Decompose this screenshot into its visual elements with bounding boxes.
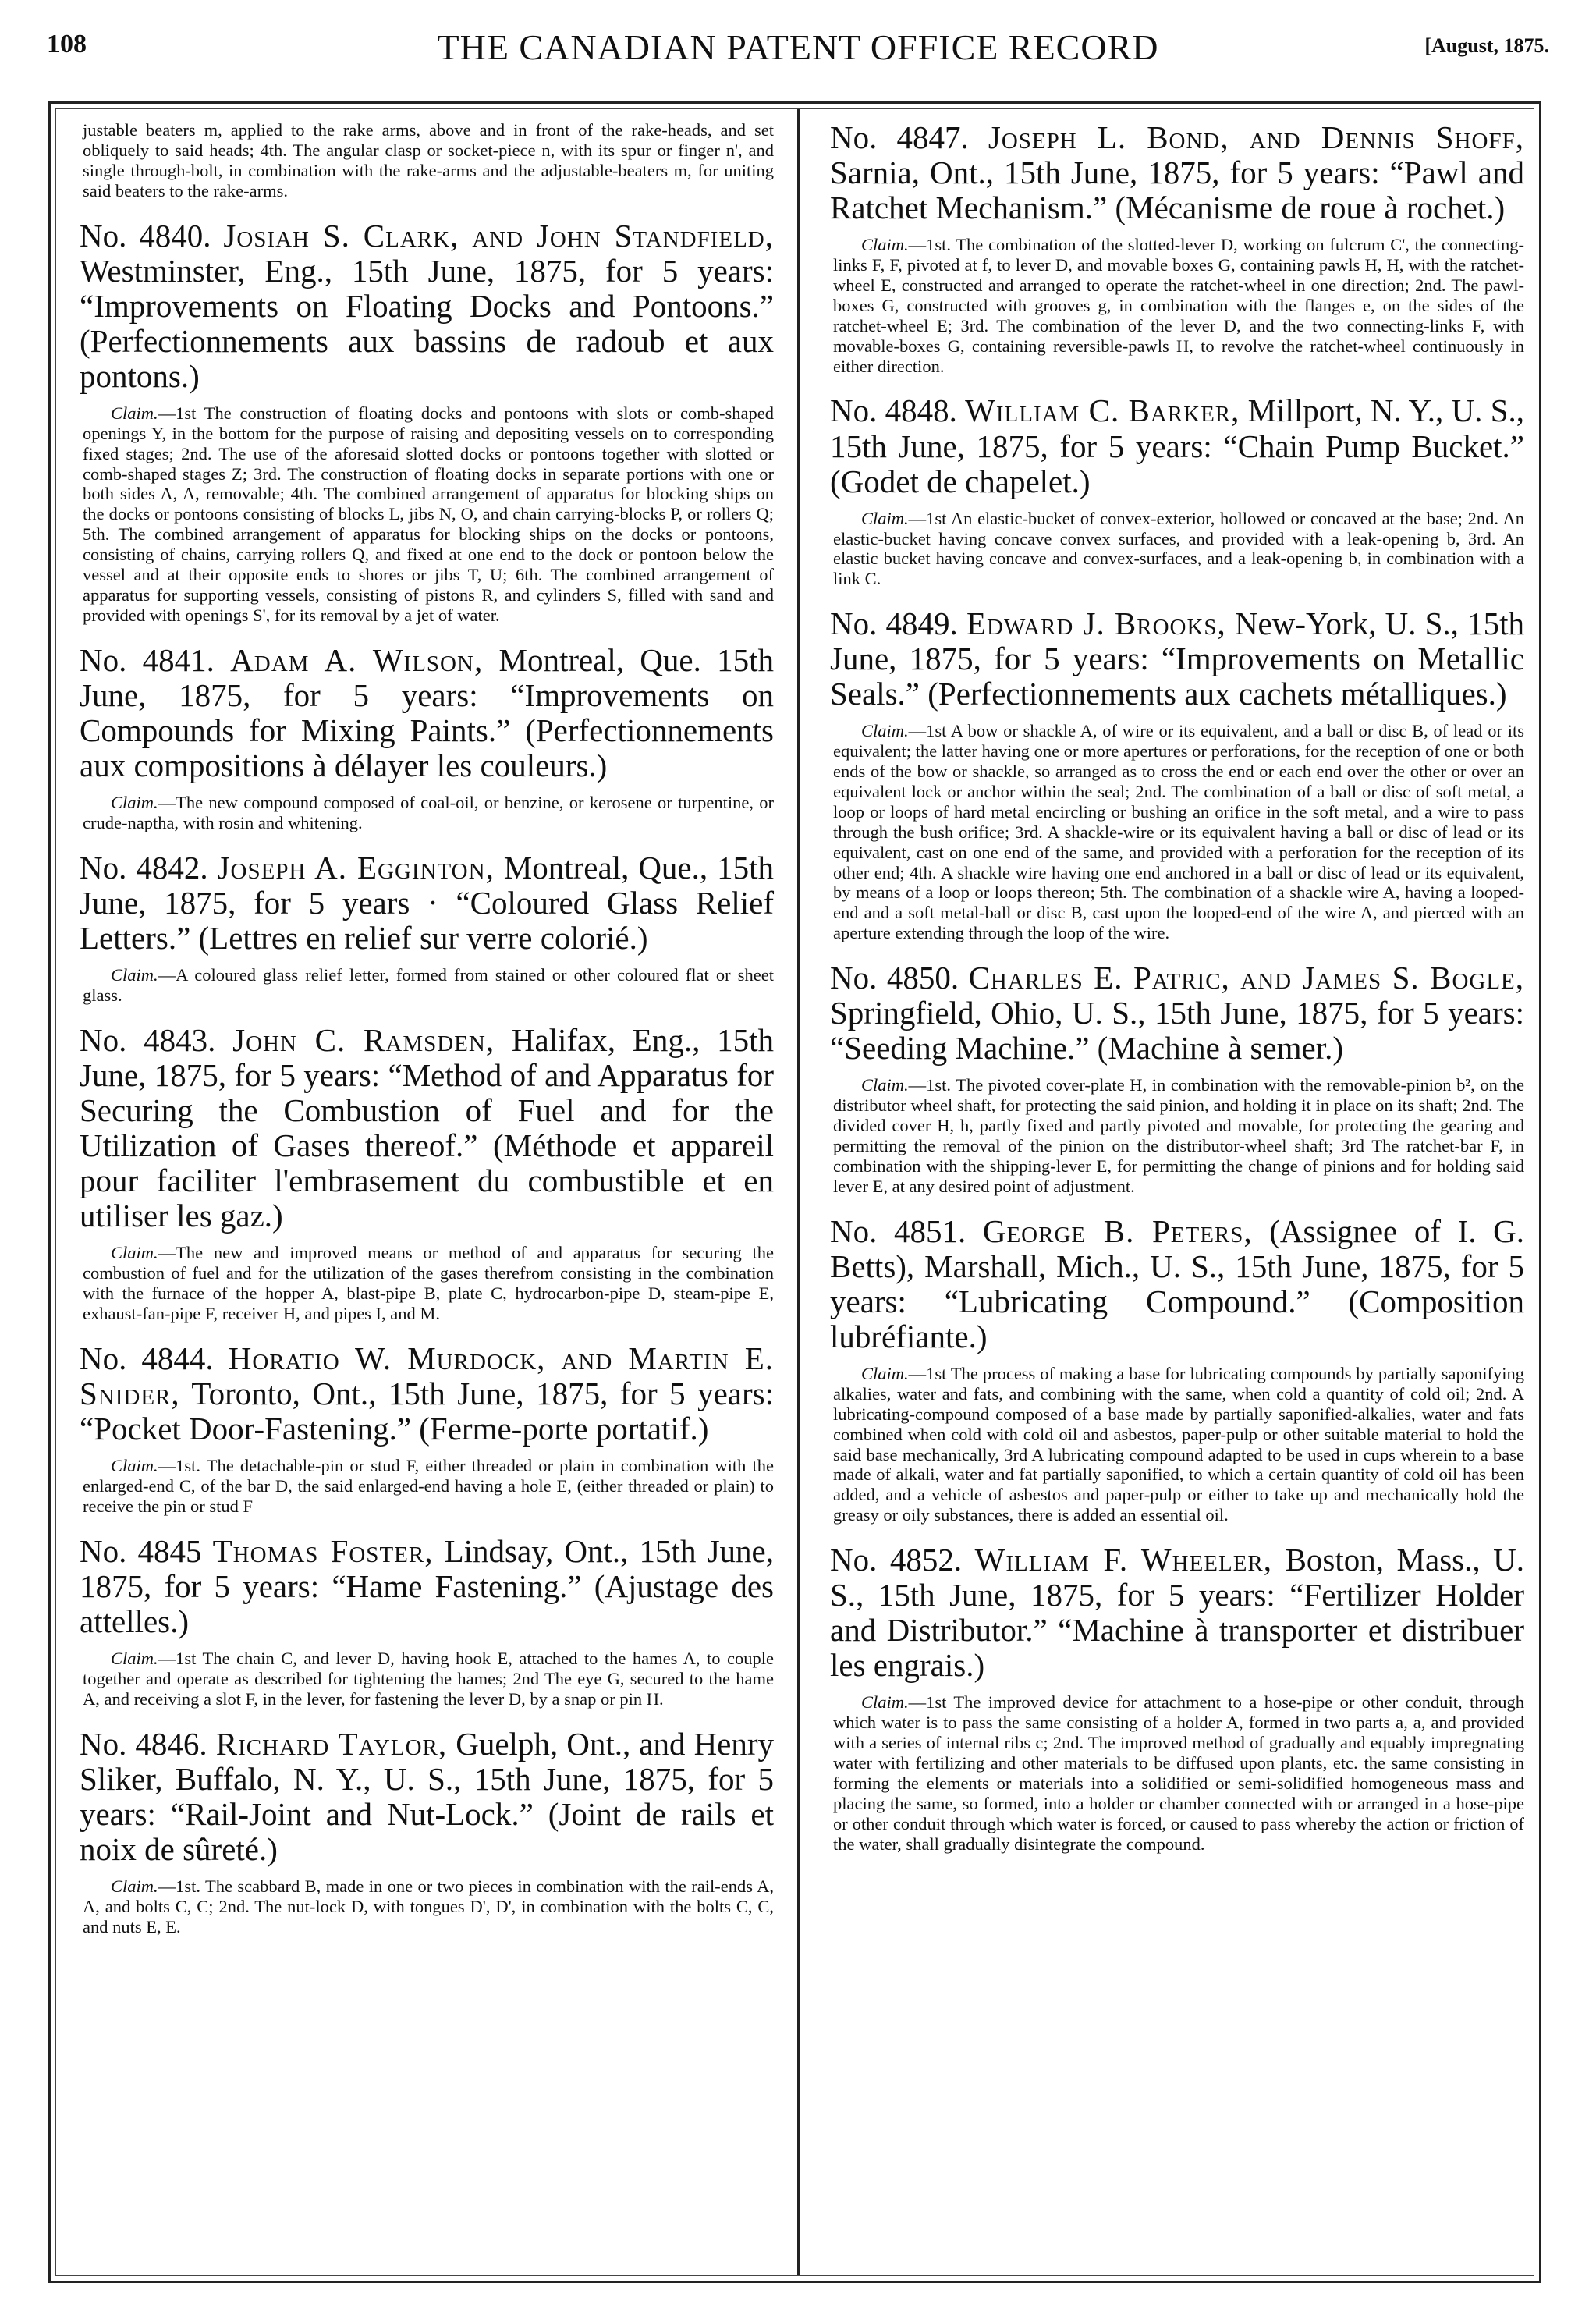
patent-details: Sarnia, Ont., 15th June, 1875, for 5 years: “Pawl and Ratchet Mechanism.” (Mécanisme de roue à rochet.) [830, 154, 1524, 226]
patent-details: Montreal, Que., 15th June, 1875, for 5 years · “Coloured Glass Relief Letters.” (Lettres en relief sur verre colorié.) [80, 849, 774, 956]
claim-text: —A coloured glass relief letter, formed from stained or other coloured flat or sheet glass. [83, 965, 774, 1005]
patent-claim [80, 1649, 774, 1709]
patent-inventor: Joseph A. Egginton, [217, 849, 495, 886]
patent-heading [830, 960, 1524, 1066]
patent-number: No. 4849. [830, 605, 958, 642]
patent-heading [80, 1534, 774, 1639]
patent-details: Millport, N. Y., U. S., 15th June, 1875, for 5 years: “Chain Pump Bucket.” (Godet de chapelet.) [830, 392, 1525, 499]
patent-inventor: Charles E. Patric, and James S. Bogle, [968, 960, 1525, 996]
patent-details: Guelph, Ont., and Henry Sliker, Buffalo, N. Y., U. S., 15th June, 1875, for 5 years: “Rail-Joint and Nut-Lock.” (Joint de rails et noix de sûreté.) [80, 1725, 775, 1867]
patent-claim [830, 721, 1524, 943]
patent-claim [80, 1876, 774, 1937]
claim-text: —1st The process of making a base for lubricating compounds by partially saponifying alkalies, water and fats, and combining with the same, when cold a quantity of cold oil; 2nd. A lubricating-compound composed of a base made by partially saponified-alkalies, water and fats combined when cold with cold oil and asbestos, paper-pulp or other suitable material to hold the said base mechanically, 3rd A lubricating compound adapted to be used in cups wherein to a base made of alkali, water and fat partially saponified, to which a certain quantity of cold oil has been added, and a vehicle of asbestos and paper-pulp or either to take up and mechanically hold the greasy or oily substances, there is added an essential oil. [833, 1364, 1524, 1525]
patent-entry-4844 [80, 1341, 774, 1517]
patent-heading [80, 1023, 774, 1234]
patent-heading [830, 120, 1524, 225]
patent-number: No. 4847. [830, 119, 969, 155]
patent-heading [830, 1214, 1524, 1354]
patent-entry-4842 [80, 850, 774, 1006]
patent-claim [80, 1243, 774, 1324]
patent-number: No. 4842. [80, 849, 208, 886]
patent-number: No. 4843. [80, 1021, 216, 1058]
patent-heading [80, 1727, 774, 1867]
patent-claim [830, 1692, 1524, 1854]
patent-entry-4847 [830, 120, 1524, 376]
patent-details: Lindsay, Ont., 15th June, 1875, for 5 years: “Hame Fastening.” (Ajustage des attelles.) [80, 1532, 774, 1639]
claim-label: Claim. [111, 965, 158, 985]
patent-inventor: Josiah S. Clark, and John Standfield, [223, 217, 775, 254]
patent-number: No. 4846. [80, 1725, 207, 1762]
patent-details: Montreal, Que. 15th June, 1875, for 5 years: “Improvements on Compounds for Mixing Paints.” (Perfectionnements aux compositions à délayer les couleurs.) [80, 641, 775, 783]
page-frame [48, 101, 1541, 2283]
running-head [47, 23, 1549, 78]
page-frame-inner [55, 108, 1534, 2276]
claim-label: Claim. [861, 721, 909, 741]
patent-inventor: Thomas Foster, [212, 1532, 434, 1569]
left-column [80, 120, 774, 1954]
claim-label: Claim. [111, 792, 158, 812]
claim-text: —1st. The pivoted cover-plate H, in combination with the removable-pinion b², on the distributor wheel shaft, for protecting the said pinion, and holding it in place on its shaft; 2nd. The divided cover H, h, partly fixed and partly pivoted and movable, for protecting the gearing and permitting the removal of the pinion on the distributor-wheel shaft; 3rd The ratchet-bar F, in combination with the shipping-lever E, for permitting the change of pinions and for holding said lever E, at any desired point of adjustment. [833, 1075, 1524, 1196]
patent-entry-4846 [80, 1727, 774, 1937]
patent-number: No. 4841. [80, 641, 215, 678]
patent-entry-4843 [80, 1023, 774, 1324]
patent-number: No. 4844. [80, 1340, 214, 1376]
patent-number: No. 4848. [830, 392, 957, 429]
patent-entry-4849 [830, 606, 1524, 943]
patent-inventor: Edward J. Brooks, [966, 605, 1226, 642]
patent-entry-4841 [80, 643, 774, 833]
patent-inventor: George B. Peters, [982, 1212, 1253, 1249]
patent-entry-4851 [830, 1214, 1524, 1525]
patent-entry-4852 [830, 1542, 1524, 1854]
claim-text: —The new compound composed of coal-oil, or benzine, or kerosene or turpentine, or crude-naptha, with rosin and whitening. [83, 792, 774, 832]
claim-text: —1st The chain C, and lever D, having hook E, attached to the hames A, to couple together and operate as described for tightening the hames; 2nd The eye G, secured to the hame A, and receiving a slot F, in the lever, for fastening the lever D, by a snap or pin H. [83, 1649, 774, 1709]
patent-claim [830, 1364, 1524, 1525]
patent-details: Halifax, Eng., 15th June, 1875, for 5 years: “Method of and Apparatus for Securing the Combustion of Fuel and for the Utilization of Gases thereof.” (Méthode et appareil pour faciliter l'embrasement du combustible et en utiliser les gaz.) [80, 1021, 775, 1234]
claim-label: Claim. [111, 403, 158, 423]
claim-text: —1st An elastic-bucket of convex-exterior, hollowed or concaved at the base; 2nd. An elastic-bucket having concave convex surfaces, and provided with a leak-opening b, 3rd. An elastic bucket having concave and convex-surfaces, and a leak-opening b, in combination with a link C. [833, 508, 1524, 589]
patent-heading [80, 850, 774, 956]
patent-inventor: Horatio W. Murdock, and Martin E. Snider, [80, 1340, 775, 1411]
patent-entry-4848 [830, 393, 1524, 589]
patent-claim [80, 1456, 774, 1517]
claim-label: Claim. [861, 508, 909, 528]
claim-text: —1st. The scabbard B, made in one or two pieces in combination with the rail-ends A, A, and bolts C, C; 2nd. The nut-lock D, with tongues D', D', in combination with the bolts C, C, and nuts E, E. [83, 1876, 774, 1936]
patent-heading [80, 218, 774, 394]
claim-label: Claim. [861, 1075, 909, 1095]
continued-claim: justable beaters m, applied to the rake arms, above and in front of the rake-heads, and set obliquely to said heads; 4th. The angular clasp or socket-piece n, with its spur or finger n', and single through-bolt, in combination with the rake-arms and the adjustable-beaters m, for uniting said beaters to the rake-arms. [83, 120, 774, 201]
claim-label: Claim. [111, 1649, 158, 1668]
patent-inventor: William F. Wheeler, [974, 1542, 1273, 1578]
patent-details: Toronto, Ont., 15th June, 1875, for 5 years: “Pocket Door-Fastening.” (Ferme-porte portatif.) [80, 1375, 774, 1447]
patent-inventor: William C. Barker, [965, 392, 1240, 429]
patent-claim [830, 1075, 1524, 1196]
patent-heading [80, 1341, 774, 1447]
patent-details: New-York, U. S., 15th June, 1875, for 5 years: “Improvements on Metallic Seals.” (Perfectionnements aux cachets métalliques.) [830, 605, 1524, 712]
page-number: 108 [47, 30, 87, 59]
patent-details: (Assignee of I. G. Betts), Marshall, Mich., U. S., 15th June, 1875, for 5 years: “Lubricating Compound.” (Composition lubréfiante.) [830, 1212, 1525, 1354]
patent-details: Springfield, Ohio, U. S., 15th June, 1875, for 5 years: “Seeding Machine.” (Machine à semer.) [830, 995, 1524, 1067]
patent-number: No. 4851. [830, 1212, 966, 1249]
claim-label: Claim. [861, 1692, 909, 1713]
claim-text: —1st The improved device for attachment to a hose-pipe or other conduit, through which water is to pass the same consisting of a holder A, formed in two parts a, a, and provided with a series of internal ribs c; 2nd. The improved method of gradually and equably impregnating water with fertilizing and other materials to be diffused upon plants, etc. the same consisting in forming the elements or materials into a solidified or semi-solidified homogeneous mass and placing the same, so formed, into a holder or chamber connected with or arranged in a hose-pipe or other conduit through which water is forced, or caused to pass whereby the action or friction of the water, shall gradually disintegrate the compound. [833, 1692, 1524, 1854]
patent-number: No. 4840. [80, 217, 211, 254]
claim-label: Claim. [861, 1364, 909, 1383]
publication-title: THE CANADIAN PATENT OFFICE RECORD [437, 27, 1159, 67]
claim-text: —1st A bow or shackle A, of wire or its equivalent, and a ball or disc B, of lead or its equivalent; the latter having one or more apertures or perforations, for the reception of one or both ends of the bow or shackle, so arranged as to cross the end or each end over the other or over an equivalent lock or anchor within the seal; 2nd. The combination of a ball or disc of soft metal, a loop or loops of hard metal encircling or bushing an orifice in the soft metal, and a wire to pass through the bush orifice; 3rd. A shackle-wire or its equivalent having a ball or disc of lead or its equivalent, cast on one end of the same, and provided with a perforation for the reception of its other end; 4th. A shackle wire having one end anchored in a ball or disc of lead or its equivalent, by means of a loop or loops thereon; 5th. The combination of a shackle wire A, having a looped-end and a soft metal-ball or disc B, cast upon the looped-end of the wire A, and pierced with an aperture extending through the loop of the wire. [833, 721, 1524, 943]
claim-text: —1st. The detachable-pin or stud F, either threaded or plain in combination with the enlarged-end C, of the bar D, the said enlarged-end having a hole E, (either threaded or plain) to receive the pin or stud F [83, 1456, 774, 1516]
claim-label: Claim. [861, 235, 909, 255]
patent-number: No. 4845 [80, 1532, 202, 1569]
patent-inventor: Adam A. Wilson, [230, 641, 484, 678]
claim-text: —1st The construction of floating docks and pontoons with slots or comb-shaped openings Y, in the bottom for the purpose of raising and depositing vessels on to corresponding fixed stages; 2nd. The use of the aforesaid slotted docks or pontoons together with slotted or comb-shaped stages Z; 3rd. The construction of floating docks in separate portions with one or both sides A, A, removable; 4th. The combined arrangement of apparatus for blocking ships on the docks or pontoons consisting of blocks L, jibs N, O, and chain carrying-blocks P, or rollers Q; 5th. The combined arrangement of apparatus for blocking ships on the docks or pontoons, consisting of chains, carrying rollers Q, and fixed at one end to the dock or pontoon below the vessel and at their opposite ends to shores or jibs T, U; 6th. The combined arrangement of apparatus for supporting vessels, consisting of pistons R, and cylinders S, filled with sand and provided with openings S', for its removal by a jet of water. [83, 403, 774, 625]
claim-text: —1st. The combination of the slotted-lever D, working on fulcrum C', the connecting-links F, F, pivoted at f, to lever D, and movable boxes G, containing pawls H, H, with the ratchet-wheel E, constructed and arranged to operate the ratchet-wheel in one direction; 2nd. The pawl-boxes G, constructed with grooves g, in combination with the flanges e, on the sides of the ratchet-wheel E; 3rd. The combination of the lever D, and the two connecting-links F, with movable-boxes G, containing reversible-pawls H, to revolve the ratchet-wheel continuously in either direction. [833, 235, 1524, 376]
patent-inventor: Joseph L. Bond, and Dennis Shoff, [988, 119, 1525, 155]
patent-heading [830, 606, 1524, 712]
patent-number: No. 4852. [830, 1542, 963, 1578]
patent-heading [80, 643, 774, 783]
patent-entry-4840 [80, 218, 774, 626]
right-column [830, 120, 1524, 1871]
claim-label: Claim. [111, 1876, 158, 1896]
issue-date: [August, 1875. [1424, 34, 1549, 57]
patent-heading [830, 1542, 1524, 1683]
patent-claim [80, 793, 774, 833]
column-rule [797, 109, 800, 2275]
patent-details: Westminster, Eng., 15th June, 1875, for 5 years: “Improvements on Floating Docks and Pontoons.” (Perfectionnements aux bassins de radoub et aux pontons.) [80, 252, 774, 394]
patent-number: No. 4850. [830, 960, 959, 996]
patent-entry-4850 [830, 960, 1524, 1197]
patent-claim [830, 235, 1524, 376]
patent-claim [80, 965, 774, 1006]
patent-details: Boston, Mass., U. S., 15th June, 1875, for 5 years: “Fertilizer Holder and Distributor.” “Machine à transporter et distribuer les engrais.) [830, 1542, 1524, 1684]
claim-label: Claim. [111, 1456, 158, 1476]
patent-heading [830, 393, 1524, 499]
claim-text: —The new and improved means or method of and apparatus for securing the combustion of fuel and for the utilization of the gases therefrom consisting in the combination with the furnace of the hopper A, blast-pipe B, plate C, hydrocarbon-pipe D, steam-pipe E, exhaust-fan-pipe F, receiver H, and pipes I, and M. [83, 1243, 774, 1323]
patent-inventor: Richard Taylor, [215, 1725, 448, 1762]
patent-inventor: John C. Ramsden, [232, 1021, 495, 1058]
patent-entry-4845 [80, 1534, 774, 1709]
patent-claim [80, 403, 774, 626]
patent-claim [830, 509, 1524, 590]
claim-label: Claim. [111, 1243, 158, 1263]
